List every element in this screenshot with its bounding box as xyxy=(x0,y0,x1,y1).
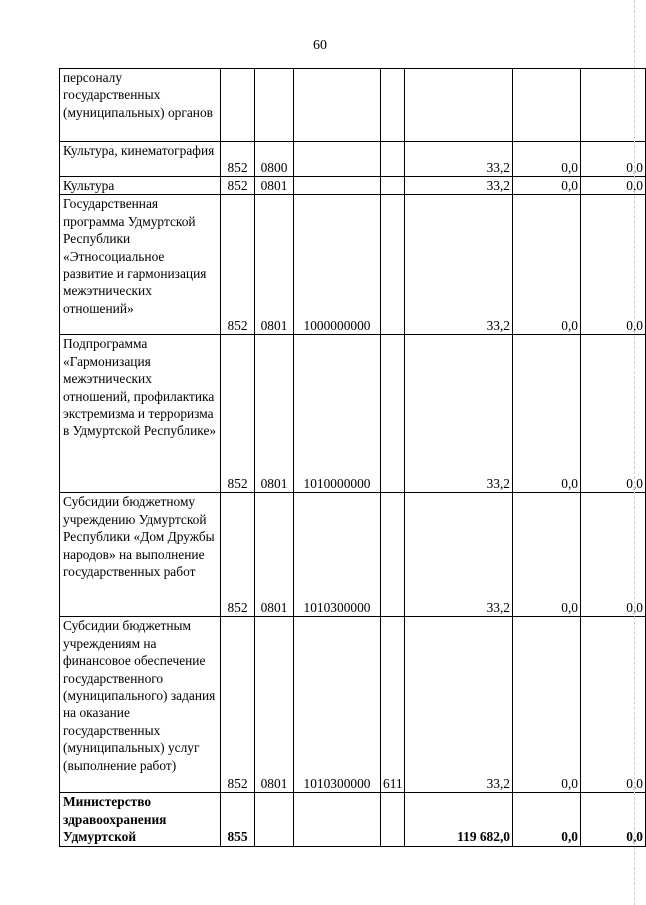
row-name-cell: персоналу государственных (муниципальных) органов xyxy=(60,69,221,142)
table-row xyxy=(60,493,646,617)
amount-2-cell: 0,0 xyxy=(513,617,581,793)
ministry-code-cell xyxy=(221,69,255,142)
amount-cell: 33,2 xyxy=(405,195,513,335)
ministry-code-cell: 852 xyxy=(221,617,255,793)
expense-type-cell xyxy=(381,177,405,195)
section-code-cell: 0801 xyxy=(255,177,294,195)
section-code-cell: 0801 xyxy=(255,617,294,793)
amount-2-cell: 0,0 xyxy=(513,142,581,177)
row-name-cell: Культура, кинематография xyxy=(60,142,221,177)
amount-3-cell: 0,0 xyxy=(581,177,646,195)
target-article-cell xyxy=(294,142,381,177)
section-code-cell xyxy=(255,69,294,142)
table-row xyxy=(60,793,646,846)
scan-edge-line xyxy=(634,0,636,905)
row-name-cell: Подпрограмма «Гармонизация межэтнических отношений, профилактика экстремизма и терроризма в Удмуртской Республике» xyxy=(60,335,221,493)
ministry-code-cell: 852 xyxy=(221,177,255,195)
section-code-cell xyxy=(255,793,294,846)
expense-type-cell xyxy=(381,69,405,142)
ministry-code-cell: 852 xyxy=(221,493,255,617)
row-name-cell: Субсидии бюджетным учреждениям на финансовое обеспечение государственного (муниципального) задания на оказание государственных (муниципальных) услуг (выполнение работ) xyxy=(60,617,221,793)
amount-2-cell: 0,0 xyxy=(513,793,581,846)
ministry-code-cell: 855 xyxy=(221,793,255,846)
expense-type-cell xyxy=(381,142,405,177)
target-article-cell: 1010300000 xyxy=(294,493,381,617)
row-name-cell: Государственная программа Удмуртской Республики «Этносоциальное развитие и гармонизация межэтнических отношений» xyxy=(60,195,221,335)
expense-type-cell xyxy=(381,195,405,335)
expense-type-cell: 611 xyxy=(381,617,405,793)
table-body xyxy=(60,69,646,847)
amount-cell: 33,2 xyxy=(405,335,513,493)
amount-2-cell: 0,0 xyxy=(513,177,581,195)
amount-3-cell: 0,0 xyxy=(581,335,646,493)
table-row xyxy=(60,617,646,793)
ministry-code-cell: 852 xyxy=(221,142,255,177)
amount-3-cell: 0,0 xyxy=(581,617,646,793)
expense-type-cell xyxy=(381,493,405,617)
section-code-cell: 0800 xyxy=(255,142,294,177)
target-article-cell: 1000000000 xyxy=(294,195,381,335)
amount-cell: 33,2 xyxy=(405,493,513,617)
table-row xyxy=(60,177,646,195)
target-article-cell xyxy=(294,69,381,142)
ministry-code-cell: 852 xyxy=(221,335,255,493)
row-name-cell: Субсидии бюджетному учреждению Удмуртской Республики «Дом Дружбы народов» на выполнение государственных работ xyxy=(60,493,221,617)
amount-cell: 33,2 xyxy=(405,617,513,793)
amount-cell: 33,2 xyxy=(405,142,513,177)
amount-2-cell: 0,0 xyxy=(513,493,581,617)
table-row xyxy=(60,195,646,335)
table-row xyxy=(60,142,646,177)
ministry-code-cell: 852 xyxy=(221,195,255,335)
row-name-cell: Министерство здравоохранения Удмуртской xyxy=(60,793,221,846)
table-row xyxy=(60,335,646,493)
amount-2-cell: 0,0 xyxy=(513,335,581,493)
amount-3-cell: 0,0 xyxy=(581,195,646,335)
amount-3-cell: 0,0 xyxy=(581,493,646,617)
row-name-cell: Культура xyxy=(60,177,221,195)
section-code-cell: 0801 xyxy=(255,195,294,335)
amount-cell: 33,2 xyxy=(405,177,513,195)
amount-3-cell: 0,0 xyxy=(581,142,646,177)
page-number: 60 xyxy=(313,38,327,53)
amount-2-cell xyxy=(513,69,581,142)
section-code-cell: 0801 xyxy=(255,493,294,617)
amount-2-cell: 0,0 xyxy=(513,195,581,335)
amount-cell xyxy=(405,69,513,142)
table-row xyxy=(60,69,646,142)
target-article-cell xyxy=(294,177,381,195)
amount-3-cell: 0,0 xyxy=(581,793,646,846)
target-article-cell: 1010000000 xyxy=(294,335,381,493)
expense-type-cell xyxy=(381,793,405,846)
target-article-cell: 1010300000 xyxy=(294,617,381,793)
section-code-cell: 0801 xyxy=(255,335,294,493)
amount-cell: 119 682,0 xyxy=(405,793,513,846)
expense-type-cell xyxy=(381,335,405,493)
budget-table xyxy=(59,68,646,847)
target-article-cell xyxy=(294,793,381,846)
